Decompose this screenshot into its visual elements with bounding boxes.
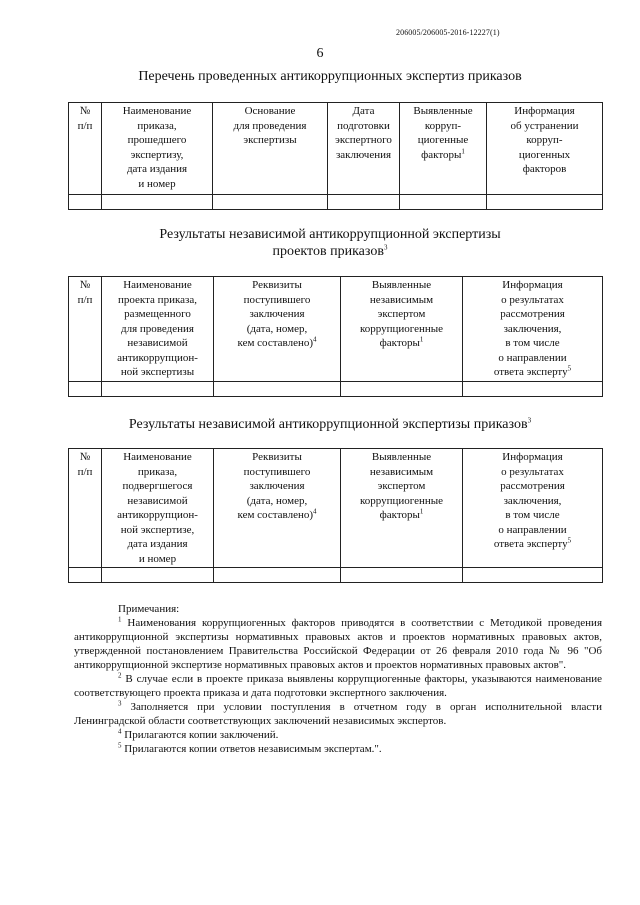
notes-block	[74, 602, 602, 756]
table-header-row	[69, 103, 603, 195]
page-number: 6	[316, 46, 324, 61]
col-number-header: № п/п	[69, 449, 102, 568]
table-header-row	[69, 449, 603, 568]
col-factors-header: Выявленные независимым экспертом коррупциогенные факторы$^1$	[341, 449, 463, 568]
document-number: 206005/206005-2016-12227(1)	[396, 28, 500, 37]
note-item: $^3$ Заполняется при условии поступления в отчетном году в орган исполнительной власти Ленинградской области соответствующих заключений независимых экспертов.	[74, 699, 603, 727]
note-item: $^5$ Прилагаются копии ответов независимым экспертам.".	[118, 741, 382, 755]
col-info-header: Информация о результатах рассмотрения заключения, в том числе о направлении ответа эксперту$^5$	[463, 277, 603, 382]
col-info-header: Информация о результатах рассмотрения заключения, в том числе о направлении ответа эксперту$^5$	[463, 449, 603, 568]
col-project-name-header: Наименование проекта приказа, размещенного для проведения независимой антикоррупцион- ной экспертизы	[102, 277, 214, 382]
project-expertise-table	[68, 276, 603, 397]
col-order-name-header: Наименование приказа, прошедшего экспертизу, дата издания и номер	[102, 103, 213, 195]
col-number-header: № п/п	[69, 103, 102, 195]
table-row	[69, 381, 603, 396]
section1-title: Перечень проведенных антикоррупционных экспертиз приказов	[138, 69, 522, 84]
note-item: $^1$ Наименования коррупциогенных факторов приводятся в соответствии с Методикой проведения антикоррупционной экспертизы нормативных правовых актов и проектов нормативных правовых актов, утвержденной постановлением Правительства Российской Федерации от 26 февраля 2010 года № 96 "Об антикоррупционной экспертизе нормативных правовых актов и проектов нормативных правовых актов".	[74, 615, 603, 671]
col-elimination-header: Информация об устранении корруп- циогенных факторов	[487, 103, 603, 195]
col-factors-header: Выявленные независимым экспертом коррупциогенные факторы$^1$	[341, 277, 463, 382]
col-basis-header: Основание для проведения экспертизы	[213, 103, 328, 195]
order-expertise-table	[68, 448, 603, 583]
table-header-row	[69, 277, 603, 382]
col-date-header: Дата подготовки экспертного заключения	[328, 103, 400, 195]
note-item: $^2$ В случае если в проекте приказа выявлены коррупциогенные факторы, указываются наименование соответствующего проекта приказа и дата подготовки экспертного заключения.	[74, 671, 602, 699]
table-row	[69, 568, 603, 583]
table-row	[69, 195, 603, 210]
section3-title: Результаты независимой антикоррупционной экспертизы приказов$^3$	[128, 416, 532, 432]
note-item: $^4$ Прилагаются копии заключений.	[118, 727, 279, 741]
notes-title: Примечания:	[118, 603, 180, 615]
col-order-name-header: Наименование приказа, подвергшегося независимой антикоррупцион- ной экспертизе, дата издания и номер	[102, 449, 214, 568]
col-number-header: № п/п	[69, 277, 102, 382]
col-factors-header: Выявленные корруп- циогенные факторы$^1$	[400, 103, 487, 195]
col-requisites-header: Реквизиты поступившего заключения (дата, номер, кем составлено)$^4$	[214, 277, 341, 382]
section2-title: Результаты независимой антикоррупционной экспертизы проектов приказов$^3$	[159, 227, 501, 259]
col-requisites-header: Реквизиты поступившего заключения (дата, номер, кем составлено)$^4$	[214, 449, 341, 568]
expertise-list-table	[68, 102, 603, 210]
